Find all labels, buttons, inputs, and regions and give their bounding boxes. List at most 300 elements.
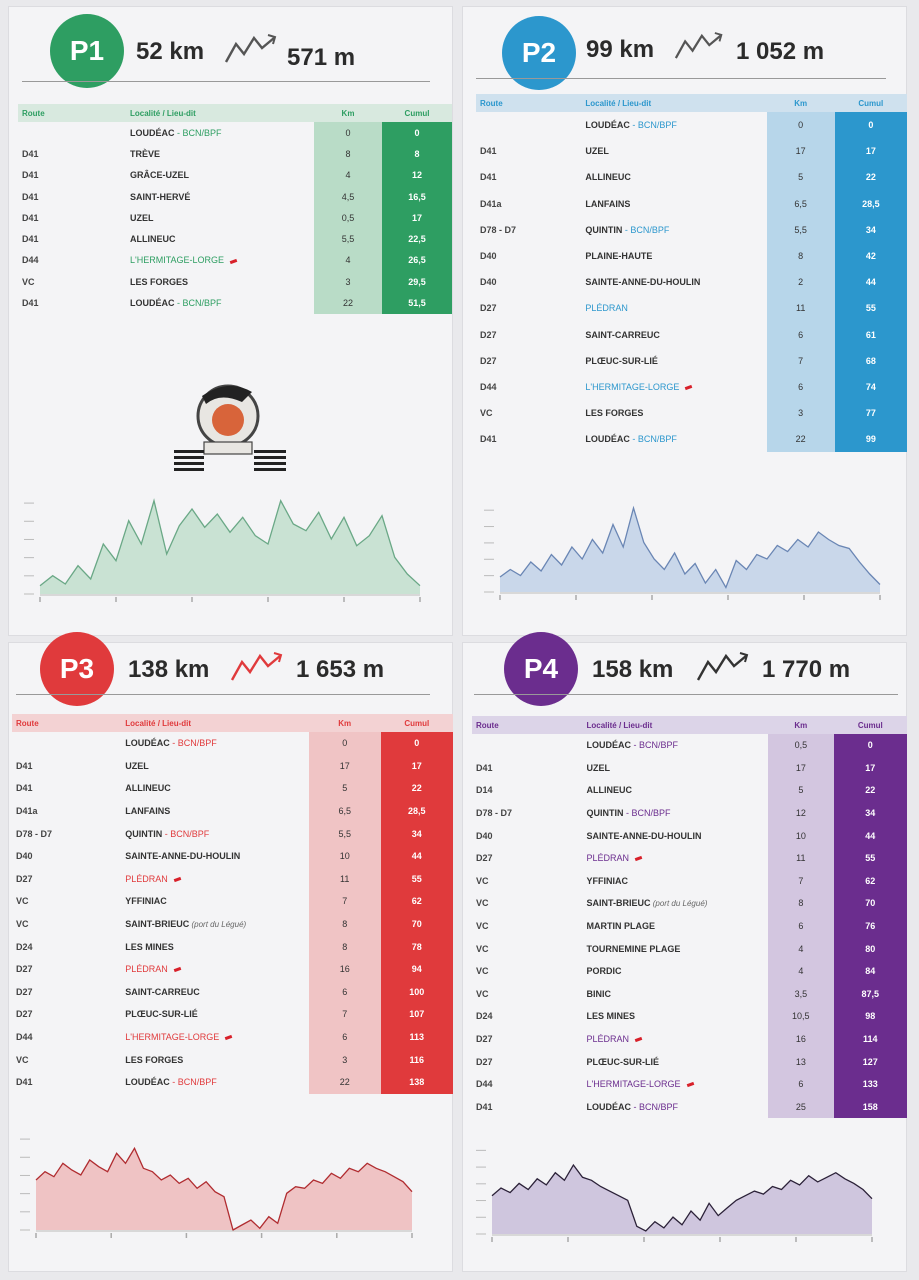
km-cell: 6,5 xyxy=(309,800,381,823)
cumul-cell: 62 xyxy=(834,870,907,893)
column-header-km: Km xyxy=(794,720,808,730)
itinerary-table-p2 xyxy=(476,94,907,452)
locality-cell xyxy=(121,822,309,845)
table-row xyxy=(12,913,453,936)
route-cell: D27 xyxy=(476,1056,493,1067)
km-cell: 6,5 xyxy=(767,191,835,217)
elevation-profile-p2 xyxy=(480,500,900,610)
elevation-profile-p3 xyxy=(12,1130,432,1260)
cumul-cell: 0 xyxy=(834,734,907,757)
cumul-cell: 44 xyxy=(381,845,453,868)
locality-cell xyxy=(581,112,766,138)
cumul-cell: 77 xyxy=(835,400,907,426)
km-cell: 22 xyxy=(309,1071,381,1094)
checkpoint-tag: - BCN/BPF xyxy=(630,1101,678,1112)
locality-name: PORDIC xyxy=(586,966,622,977)
table-row xyxy=(472,824,907,847)
locality-cell xyxy=(126,250,314,271)
locality-name: TRÈVE xyxy=(130,148,161,159)
checkpoint-tag: - BCN/BPF xyxy=(174,127,222,138)
km-cell: 2 xyxy=(767,269,835,295)
climb-flag-icon xyxy=(173,877,181,882)
route-cell xyxy=(472,734,582,757)
locality-cell xyxy=(126,122,314,143)
column-header-route: Route xyxy=(480,98,503,108)
locality-cell xyxy=(121,935,309,958)
table-row xyxy=(476,243,907,269)
checkpoint-tag: - BCN/BPF xyxy=(169,738,217,749)
route-cell: VC xyxy=(22,276,35,287)
table-row xyxy=(472,779,907,802)
cumul-cell: 70 xyxy=(381,913,453,936)
table-row xyxy=(12,1003,453,1026)
cumul-cell: 22 xyxy=(381,777,453,800)
km-cell: 8 xyxy=(767,243,835,269)
locality-name: YFFINIAC xyxy=(125,896,167,907)
route-cell: D27 xyxy=(480,303,497,314)
climb-flag-icon xyxy=(230,258,238,263)
locality-cell xyxy=(582,1005,768,1028)
elevation-profile-p4 xyxy=(470,1140,890,1260)
locality-name: L'HERMITAGE-LORGE xyxy=(586,1079,681,1090)
locality-name: ALLINEUC xyxy=(130,234,176,245)
locality-cell xyxy=(126,143,314,164)
locality-cell xyxy=(121,800,309,823)
checkpoint-tag: - BCN/BPF xyxy=(622,224,670,235)
locality-cell xyxy=(582,824,768,847)
header-rule xyxy=(16,694,430,695)
table-row xyxy=(472,1005,907,1028)
cumul-cell: 17 xyxy=(834,757,907,780)
cumul-cell: 138 xyxy=(381,1071,453,1094)
table-row xyxy=(12,845,453,868)
table-row xyxy=(18,271,452,292)
km-cell: 5,5 xyxy=(314,228,382,249)
route-cell: D40 xyxy=(476,830,493,841)
km-cell: 17 xyxy=(767,138,835,164)
distance-p2: 99 km xyxy=(586,36,655,63)
table-row xyxy=(476,112,907,138)
locality-cell xyxy=(582,1028,768,1051)
table-header xyxy=(476,94,907,112)
locality-name: UZEL xyxy=(585,146,609,157)
km-cell: 17 xyxy=(309,755,381,778)
elevation-p3: 1 653 m xyxy=(296,656,385,683)
column-header-locality: Localité / Lieu-dit xyxy=(585,98,652,108)
route-cell: VC xyxy=(476,921,489,932)
elevation-p4: 1 770 m xyxy=(762,656,851,683)
cumul-cell: 116 xyxy=(381,1048,453,1071)
locality-cell xyxy=(581,348,766,374)
cumul-cell: 107 xyxy=(381,1003,453,1026)
header-rule xyxy=(476,78,886,79)
locality-name: SAINTE-ANNE-DU-HOULIN xyxy=(125,851,241,862)
locality-name: LOUDÉAC xyxy=(130,127,175,138)
table-row xyxy=(18,250,452,271)
locality-cell xyxy=(581,374,766,400)
distance-p3: 138 km xyxy=(128,656,210,683)
locality-name: ALLINEUC xyxy=(125,783,171,794)
km-cell: 5,5 xyxy=(767,217,835,243)
locality-name: QUINTIN xyxy=(586,808,624,819)
locality-name: LES MINES xyxy=(586,1011,635,1022)
table-row xyxy=(18,292,452,313)
cumul-cell: 99 xyxy=(835,426,907,452)
km-cell: 3 xyxy=(767,400,835,426)
route-cell: D41 xyxy=(480,172,497,183)
table-row xyxy=(476,348,907,374)
cumul-cell: 17 xyxy=(835,138,907,164)
locality-name: SAINT-CARREUC xyxy=(585,329,660,340)
cumul-cell: 42 xyxy=(835,243,907,269)
climb-flag-icon xyxy=(635,856,643,861)
locality-name: LOUDÉAC xyxy=(125,1077,170,1088)
cumul-cell: 34 xyxy=(381,822,453,845)
cumul-cell: 76 xyxy=(834,915,907,938)
locality-cell xyxy=(582,892,768,915)
cumul-cell: 87,5 xyxy=(834,983,907,1006)
km-cell: 17 xyxy=(768,757,833,780)
table-row xyxy=(472,915,907,938)
elevation-icon xyxy=(696,650,752,684)
locality-cell xyxy=(582,915,768,938)
locality-name: SAINT-CARREUC xyxy=(125,986,200,997)
table-row xyxy=(12,868,453,891)
table-row xyxy=(12,822,453,845)
checkpoint-tag: - BCN/BPF xyxy=(629,120,677,131)
locality-name: L'HERMITAGE-LORGE xyxy=(130,255,225,266)
locality-cell xyxy=(126,207,314,228)
distance-p1: 52 km xyxy=(136,38,205,65)
cumul-cell: 55 xyxy=(381,868,453,891)
table-row xyxy=(472,802,907,825)
table-row xyxy=(12,1048,453,1071)
header-rule xyxy=(474,694,898,695)
cumul-cell: 17 xyxy=(382,207,452,228)
cumul-cell: 26,5 xyxy=(382,250,452,271)
km-cell: 3 xyxy=(314,271,382,292)
route-cell: VC xyxy=(16,919,29,930)
column-header-cumul: Cumul xyxy=(404,108,430,118)
table-row xyxy=(476,374,907,400)
table-row xyxy=(472,1096,907,1119)
locality-name: GRÂCE-UZEL xyxy=(130,170,189,181)
cumul-cell: 100 xyxy=(381,981,453,1004)
table-row xyxy=(12,958,453,981)
locality-cell xyxy=(121,913,309,936)
profile-area xyxy=(40,501,420,594)
km-cell: 5 xyxy=(767,164,835,190)
locality-cell xyxy=(126,165,314,186)
locality-name: PLÉDRAN xyxy=(586,1034,629,1045)
locality-cell xyxy=(581,322,766,348)
locality-name: LES FORGES xyxy=(125,1054,184,1065)
km-cell: 13 xyxy=(768,1050,833,1073)
panel-p3 xyxy=(8,642,453,1272)
table-row xyxy=(18,122,452,143)
elevation-p1: 571 m xyxy=(287,44,356,71)
km-cell: 10,5 xyxy=(768,1005,833,1028)
badge-p1: P1 xyxy=(50,14,124,88)
cumul-cell: 127 xyxy=(834,1050,907,1073)
km-cell: 12 xyxy=(768,802,833,825)
locality-cell xyxy=(582,1096,768,1119)
route-cell: D41a xyxy=(480,198,502,209)
locality-cell xyxy=(121,755,309,778)
table-row xyxy=(476,426,907,452)
route-cell xyxy=(476,112,581,138)
route-cell: D24 xyxy=(16,941,33,952)
cumul-cell: 28,5 xyxy=(835,191,907,217)
table-row xyxy=(476,269,907,295)
route-cell: D41 xyxy=(16,1077,33,1088)
cumul-cell: 12 xyxy=(382,165,452,186)
cumul-cell: 74 xyxy=(835,374,907,400)
locality-name: SAINT-BRIEUC xyxy=(125,919,190,930)
route-cell: D40 xyxy=(480,251,497,262)
locality-name: SAINTE-ANNE-DU-HOULIN xyxy=(585,277,701,288)
route-cell: D41a xyxy=(16,806,38,817)
cumul-cell: 0 xyxy=(835,112,907,138)
cumul-cell: 158 xyxy=(834,1096,907,1119)
route-cell: D41 xyxy=(22,212,39,223)
panel-p4 xyxy=(462,642,907,1272)
column-header-cumul: Cumul xyxy=(857,720,883,730)
column-header-locality: Localité / Lieu-dit xyxy=(130,108,196,118)
checkpoint-tag: - BCN/BPF xyxy=(623,808,671,819)
km-cell: 4,5 xyxy=(314,186,382,207)
table-row xyxy=(18,143,452,164)
route-cell: D41 xyxy=(476,1101,493,1112)
km-cell: 3,5 xyxy=(768,983,833,1006)
locality-name: TOURNEMINE PLAGE xyxy=(586,943,681,954)
km-cell: 6 xyxy=(767,374,835,400)
cumul-cell: 55 xyxy=(835,295,907,321)
elevation-icon xyxy=(674,30,726,62)
column-header-km: Km xyxy=(794,98,808,108)
locality-cell xyxy=(581,138,766,164)
column-header-km: Km xyxy=(341,108,355,118)
table-row xyxy=(18,186,452,207)
locality-cell xyxy=(581,269,766,295)
itinerary-table-p1 xyxy=(18,104,452,314)
locality-name: PLAINE-HAUTE xyxy=(585,251,653,262)
route-cell: D40 xyxy=(16,851,33,862)
elevation-profile-p1 xyxy=(12,494,432,614)
locality-name: UZEL xyxy=(130,212,154,223)
km-cell: 6 xyxy=(767,322,835,348)
km-cell: 7 xyxy=(768,870,833,893)
table-row xyxy=(472,1028,907,1051)
cumul-cell: 51,5 xyxy=(382,292,452,313)
locality-cell xyxy=(581,217,766,243)
km-cell: 4 xyxy=(768,937,833,960)
table-row xyxy=(476,400,907,426)
table-row xyxy=(472,870,907,893)
locality-name: SAINT-BRIEUC xyxy=(586,898,651,909)
table-header xyxy=(12,714,453,732)
locality-cell xyxy=(121,890,309,913)
table-row xyxy=(472,1050,907,1073)
route-cell: D27 xyxy=(16,986,33,997)
locality-cell xyxy=(121,868,309,891)
column-header-cumul: Cumul xyxy=(858,98,884,108)
locality-cell xyxy=(582,870,768,893)
locality-cell xyxy=(121,1026,309,1049)
km-cell: 6 xyxy=(768,1073,833,1096)
badge-p4: P4 xyxy=(504,632,578,706)
checkpoint-tag: - BCN/BPF xyxy=(629,434,677,445)
header-rule xyxy=(22,81,430,82)
route-cell: D27 xyxy=(476,853,493,864)
cumul-cell: 55 xyxy=(834,847,907,870)
locality-cell xyxy=(581,295,766,321)
club-logo xyxy=(170,378,290,478)
km-cell: 4 xyxy=(314,165,382,186)
table-row xyxy=(472,983,907,1006)
locality-name: SAINT-HERVÉ xyxy=(130,191,191,202)
cumul-cell: 114 xyxy=(834,1028,907,1051)
cumul-cell: 80 xyxy=(834,937,907,960)
locality-cell xyxy=(582,734,768,757)
km-cell: 22 xyxy=(767,426,835,452)
locality-cell xyxy=(582,983,768,1006)
locality-note: (port du Légué) xyxy=(650,899,708,909)
route-cell: D78 - D7 xyxy=(480,224,517,235)
column-header-route: Route xyxy=(476,720,499,730)
table-row xyxy=(472,1073,907,1096)
locality-name: PLÉDRAN xyxy=(125,964,168,975)
route-cell: D14 xyxy=(476,785,493,796)
locality-name: QUINTIN xyxy=(125,828,163,839)
profile-area xyxy=(36,1148,412,1230)
table-row xyxy=(472,960,907,983)
locality-name: PLÉDRAN xyxy=(585,303,628,314)
cumul-cell: 84 xyxy=(834,960,907,983)
km-cell: 5,5 xyxy=(309,822,381,845)
locality-cell xyxy=(581,426,766,452)
locality-cell xyxy=(582,779,768,802)
km-cell: 5 xyxy=(309,777,381,800)
locality-name: PLŒUC-SUR-LIÉ xyxy=(586,1056,659,1067)
locality-cell xyxy=(581,191,766,217)
locality-name: YFFINIAC xyxy=(586,875,628,886)
route-cell: D41 xyxy=(476,762,493,773)
cumul-cell: 29,5 xyxy=(382,271,452,292)
route-cell: VC xyxy=(476,988,489,999)
route-cell: D27 xyxy=(476,1034,493,1045)
cumul-cell: 34 xyxy=(835,217,907,243)
column-header-km: Km xyxy=(338,718,352,728)
km-cell: 7 xyxy=(309,1003,381,1026)
route-cell: D24 xyxy=(476,1011,493,1022)
route-cell: D41 xyxy=(16,760,33,771)
km-cell: 11 xyxy=(768,847,833,870)
column-header-locality: Localité / Lieu-dit xyxy=(586,720,653,730)
cumul-cell: 62 xyxy=(381,890,453,913)
km-cell: 8 xyxy=(314,143,382,164)
locality-cell xyxy=(121,732,309,755)
locality-cell xyxy=(581,400,766,426)
route-cell: D41 xyxy=(22,148,39,159)
climb-flag-icon xyxy=(686,1082,694,1087)
locality-cell xyxy=(582,757,768,780)
locality-name: LANFAINS xyxy=(125,806,171,817)
table-row xyxy=(12,800,453,823)
table-row xyxy=(472,734,907,757)
column-header-route: Route xyxy=(22,108,45,118)
route-cell: VC xyxy=(476,943,489,954)
locality-name: SAINTE-ANNE-DU-HOULIN xyxy=(586,830,702,841)
cumul-cell: 8 xyxy=(382,143,452,164)
panel-p2 xyxy=(462,6,907,636)
km-cell: 10 xyxy=(768,824,833,847)
route-cell: D41 xyxy=(480,434,497,445)
cumul-cell: 70 xyxy=(834,892,907,915)
locality-cell xyxy=(121,777,309,800)
route-cell: D44 xyxy=(16,1032,33,1043)
table-row xyxy=(12,732,453,755)
route-cell: VC xyxy=(476,875,489,886)
locality-name: L'HERMITAGE-LORGE xyxy=(585,381,680,392)
cumul-cell: 94 xyxy=(381,958,453,981)
locality-name: UZEL xyxy=(586,762,610,773)
cumul-cell: 61 xyxy=(835,322,907,348)
locality-name: ALLINEUC xyxy=(586,785,632,796)
locality-cell xyxy=(581,164,766,190)
km-cell: 22 xyxy=(314,292,382,313)
km-cell: 8 xyxy=(309,913,381,936)
cumul-cell: 44 xyxy=(834,824,907,847)
table-row xyxy=(472,757,907,780)
column-header-locality: Localité / Lieu-dit xyxy=(125,718,192,728)
climb-flag-icon xyxy=(225,1035,233,1040)
km-cell: 0 xyxy=(767,112,835,138)
cumul-cell: 22 xyxy=(835,164,907,190)
km-cell: 0 xyxy=(314,122,382,143)
table-header xyxy=(472,716,907,734)
route-cell xyxy=(12,732,121,755)
locality-cell xyxy=(121,1048,309,1071)
locality-name: PLŒUC-SUR-LIÉ xyxy=(585,355,658,366)
checkpoint-tag: - BCN/BPF xyxy=(162,828,210,839)
table-row xyxy=(18,207,452,228)
cumul-cell: 16,5 xyxy=(382,186,452,207)
km-cell: 7 xyxy=(309,890,381,913)
km-cell: 6 xyxy=(309,981,381,1004)
table-row xyxy=(476,217,907,243)
locality-name: LOUDÉAC xyxy=(585,120,630,131)
table-row xyxy=(12,935,453,958)
distance-p4: 158 km xyxy=(592,656,674,683)
route-cell: D44 xyxy=(476,1079,493,1090)
locality-name: PLÉDRAN xyxy=(125,873,168,884)
table-row xyxy=(12,755,453,778)
column-header-route: Route xyxy=(16,718,39,728)
locality-cell xyxy=(121,1003,309,1026)
km-cell: 6 xyxy=(309,1026,381,1049)
locality-name: BINIC xyxy=(586,988,611,999)
locality-name: MARTIN PLAGE xyxy=(586,921,655,932)
cumul-cell: 22 xyxy=(834,779,907,802)
route-cell: D27 xyxy=(16,873,33,884)
route-cell: VC xyxy=(16,1054,29,1065)
route-cell: D78 - D7 xyxy=(16,828,53,839)
km-cell: 8 xyxy=(768,892,833,915)
table-row xyxy=(476,322,907,348)
cumul-cell: 28,5 xyxy=(381,800,453,823)
km-cell: 11 xyxy=(309,868,381,891)
